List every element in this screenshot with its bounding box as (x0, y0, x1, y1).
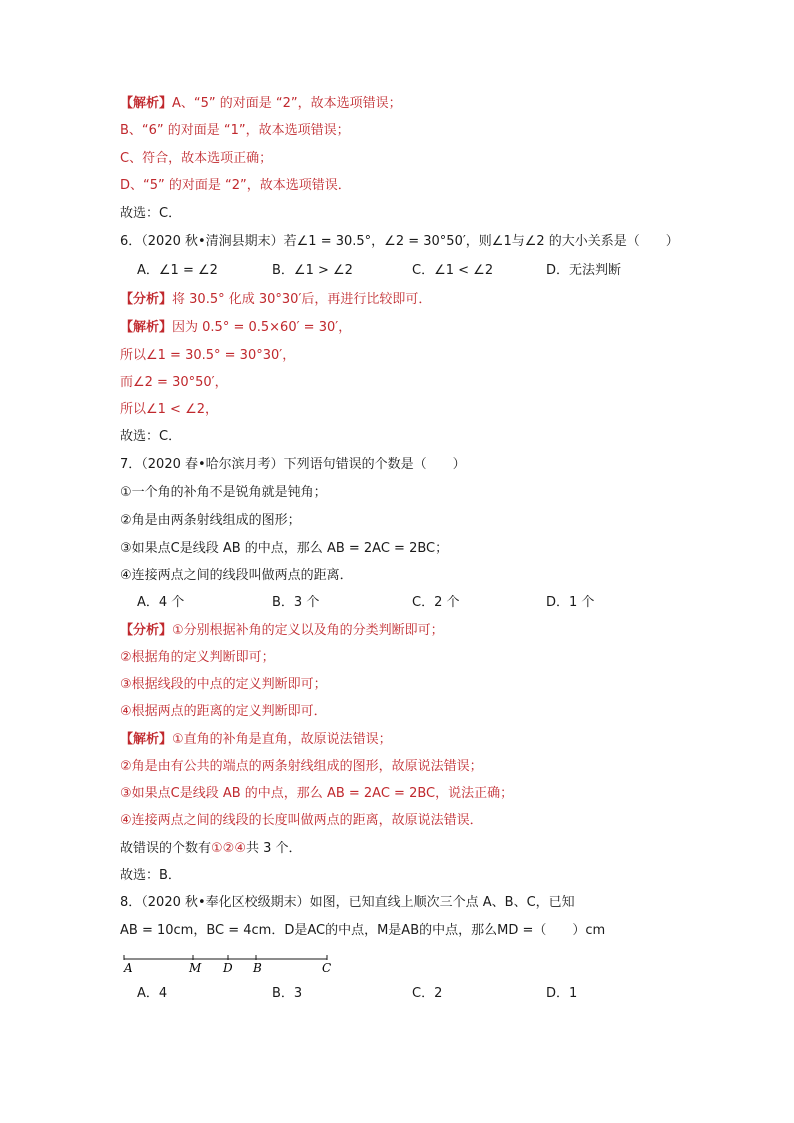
q7-fenxi-line3: ③根据线段的中点的定义判断即可； (120, 677, 327, 692)
block5-answer: 故选：C． (120, 206, 182, 221)
block5-jiexi-line3: C、符合，故本选项正确； (120, 151, 273, 166)
q7-summary (120, 840, 302, 858)
q6-jiexi-line2: 所以∠1 = 30.5° = 30°30′， (120, 348, 296, 363)
label-a: A (124, 961, 133, 975)
label-c: C (322, 961, 332, 975)
q6-option-d: D．无法判断 (546, 263, 622, 278)
q8-option-d: D．1 (546, 986, 578, 1001)
q8-stem-line2: AB = 10cm，BC = 4cm．D是AC的中点，M是AB的中点，那么MD =（ ）cm (120, 923, 606, 938)
q6-fenxi (120, 291, 431, 309)
summary-prefix: 故错误的个数有 (120, 841, 212, 856)
q8-stem-line1: 8．（2020 秋•奉化区校级期末）如图，已知直线上顺次三个点 A、B、C，已知 (120, 895, 575, 910)
jiexi-text: ①直角的补角是直角，故原说法错误； (172, 732, 392, 747)
q6-jiexi-line3: 而∠2 = 30°50′， (120, 375, 228, 390)
summary-suffix: 共 3 个． (245, 841, 302, 856)
label-d: D (223, 961, 233, 975)
fenxi-text: 将 30.5° 化成 30°30′后，再进行比较即可． (172, 292, 432, 307)
q7-answer: 故选：B． (120, 868, 181, 883)
q7-statement-4: ④连接两点之间的线段叫做两点的距离． (120, 568, 353, 583)
jiexi-tag: 【解析】 (120, 96, 173, 111)
fenxi-tag: 【分析】 (120, 623, 173, 638)
q8-option-a: A．4 (137, 986, 168, 1001)
q7-jiexi-line3: ③如果点C是线段 AB 的中点，那么 AB = 2AC = 2BC，说法正确； (120, 786, 514, 801)
q7-stem: 7．（2020 春•哈尔滨月考）下列语句错误的个数是（ ） (120, 457, 466, 472)
block5-jiexi-line4: D、“5” 的对面是 “2”，故本选项错误． (120, 178, 351, 193)
q6-option-c: C．∠1 < ∠2 (412, 263, 494, 278)
jiexi-text: 因为 0.5° = 0.5×60′ = 30′， (172, 320, 352, 335)
q7-option-b: B．3 个 (272, 595, 320, 610)
q8-option-c: C．2 (412, 986, 443, 1001)
q6-jiexi-line1 (120, 319, 351, 337)
q7-fenxi-line2: ②根据角的定义判断即可； (120, 650, 275, 665)
fenxi-text: ①分别根据补角的定义以及角的分类判断即可； (172, 623, 444, 638)
label-m: M (189, 961, 202, 975)
q6-option-a: A．∠1 = ∠2 (137, 263, 218, 278)
q7-statement-3: ③如果点C是线段 AB 的中点，那么 AB = 2AC = 2BC； (120, 541, 449, 556)
segment-diagram (122, 955, 342, 985)
summary-highlight: ①②④ (211, 841, 246, 856)
q7-fenxi-line1 (120, 622, 444, 640)
q7-jiexi-line4: ④连接两点之间的线段的长度叫做两点的距离，故原说法错误． (120, 813, 483, 828)
q7-jiexi-line2: ②角是由有公共的端点的两条射线组成的图形，故原说法错误； (120, 759, 483, 774)
block5-jiexi-line1 (120, 95, 402, 113)
q6-option-b: B．∠1 > ∠2 (272, 263, 353, 278)
label-b: B (253, 961, 262, 975)
q6-jiexi-line4: 所以∠1 < ∠2， (120, 402, 219, 417)
jiexi-tag: 【解析】 (120, 320, 173, 335)
jiexi-text: A、“5” 的对面是 “2”，故本选项错误； (172, 96, 402, 111)
block5-jiexi-line2: B、“6” 的对面是 “1”，故本选项错误； (120, 123, 350, 138)
q7-option-c: C．2 个 (412, 595, 460, 610)
fenxi-tag: 【分析】 (120, 292, 173, 307)
q7-option-a: A．4 个 (137, 595, 185, 610)
q7-statement-1: ①一个角的补角不是锐角就是钝角； (120, 485, 327, 500)
q7-fenxi-line4: ④根据两点的距离的定义判断即可． (120, 704, 327, 719)
q7-statement-2: ②角是由两条射线组成的图形； (120, 513, 301, 528)
q8-option-b: B．3 (272, 986, 303, 1001)
q7-option-d: D．1 个 (546, 595, 595, 610)
q7-jiexi-line1 (120, 731, 392, 749)
jiexi-tag: 【解析】 (120, 732, 173, 747)
q6-answer: 故选：C． (120, 429, 182, 444)
q6-stem: 6．（2020 秋•清涧县期末）若∠1 = 30.5°，∠2 = 30°50′，则∠1与∠2 的大小关系是（ ） (120, 234, 679, 249)
